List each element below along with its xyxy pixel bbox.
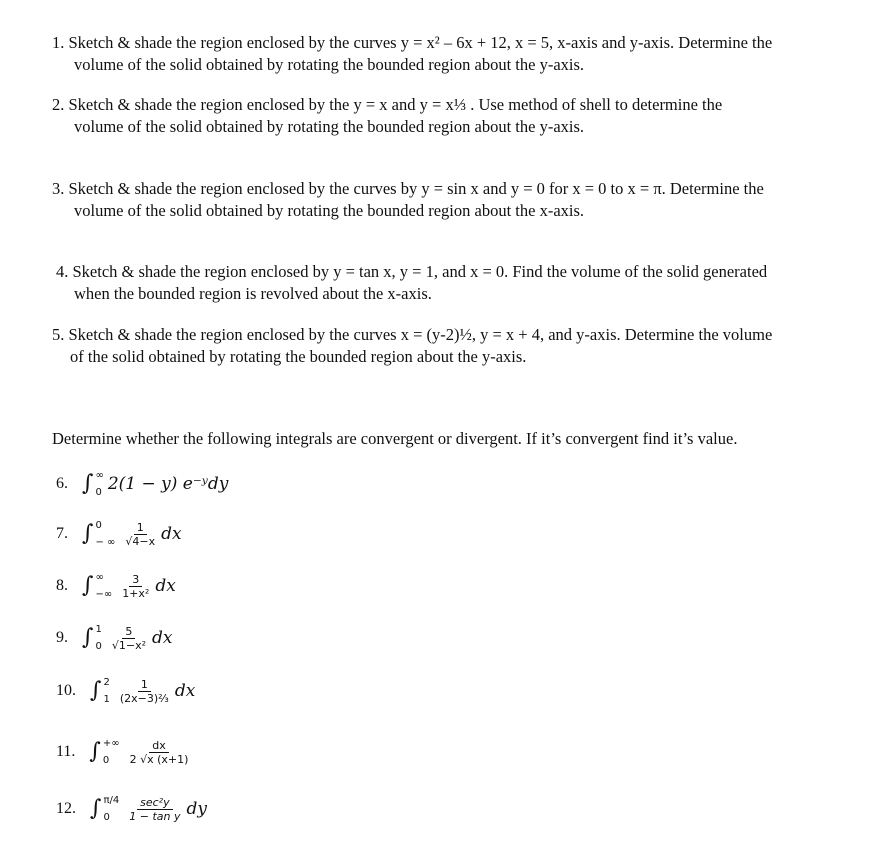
numerator: dx [149, 739, 169, 753]
question-number: 2. [52, 95, 65, 114]
denominator: 2 √x (x+1) [129, 752, 189, 766]
limits [103, 738, 120, 766]
integral-7 [56, 520, 182, 548]
fraction [119, 573, 152, 600]
integral-11 [56, 738, 194, 766]
numerator: sec²y [137, 796, 172, 810]
integral-number: 12. [56, 800, 76, 817]
integral-sign: ∫ [89, 739, 101, 764]
lower-limit: 0 [103, 812, 110, 823]
integral-12 [56, 795, 207, 823]
question-text-cont: volume of the solid obtained by rotating the bounded region about the x-axis. [74, 201, 585, 220]
question-5 [52, 324, 772, 368]
question-text: Sketch & shade the region enclosed by y = tan x, y = 1, and x = 0. Find the volume of the solid generated [72, 262, 768, 281]
question-text: Sketch & shade the region enclosed by the curves x = (y-2)½, y = x + 4, and y-axis. Determine the volume [68, 325, 773, 344]
limits [95, 572, 112, 600]
question-number: 1. [52, 33, 65, 52]
denominator: 1+x² [122, 586, 150, 600]
integral-sign: ∫ [82, 625, 94, 650]
numerator: 5 [122, 625, 135, 639]
question-text-cont: volume of the solid obtained by rotating the bounded region about the y-axis. [74, 117, 585, 136]
question-number: 5. [52, 325, 65, 344]
differential: dx [152, 628, 173, 648]
integral-6 [56, 470, 228, 498]
denominator: (2x−3)⅔ [119, 691, 169, 705]
lower-limit: 0 [102, 755, 110, 766]
numerator: 3 [129, 573, 142, 587]
limits [103, 677, 109, 705]
denominator: 1 − tan y [129, 809, 181, 823]
fraction [126, 796, 183, 823]
denominator: √1−x² [111, 638, 146, 652]
question-text-cont: of the solid obtained by rotating the bounded region about the y-axis. [70, 347, 527, 366]
fraction [127, 739, 192, 766]
limits [95, 624, 101, 652]
numerator: 1 [138, 678, 151, 692]
integrand: 2(1 − y) e⁻ʸdy [107, 474, 229, 494]
question-text: Sketch & shade the region enclosed by the y = x and y = x⅓ . Use method of shell to determine the [68, 95, 723, 114]
integral-number: 9. [56, 629, 68, 646]
integral-sign: ∫ [90, 678, 102, 703]
integral-sign: ∫ [90, 796, 102, 821]
integral-number: 8. [56, 577, 68, 594]
question-text: Sketch & shade the region enclosed by the curves y = x² – 6x + 12, x = 5, x-axis and y-axis. Determine the [68, 33, 773, 52]
question-2 [52, 94, 722, 138]
denominator: √4−x [125, 534, 156, 548]
upper-limit: 1 [95, 624, 102, 635]
question-number: 4. [56, 262, 69, 281]
lower-limit: − ∞ [95, 537, 116, 548]
fraction [109, 625, 149, 652]
differential: dx [161, 524, 182, 544]
upper-limit: ∞ [95, 572, 104, 583]
differential: dx [174, 681, 196, 701]
integral-10 [56, 677, 195, 705]
question-text-cont: volume of the solid obtained by rotating the bounded region about the y-axis. [74, 55, 585, 74]
lower-limit: 0 [95, 641, 102, 652]
integral-number: 11. [56, 743, 76, 760]
lower-limit: 0 [95, 487, 102, 498]
upper-limit: 0 [95, 520, 102, 531]
integral-number: 7. [56, 525, 68, 542]
upper-limit: 2 [103, 677, 110, 688]
integral-sign: ∫ [82, 521, 94, 546]
question-number: 3. [52, 179, 65, 198]
integral-8 [56, 572, 176, 600]
integral-sign: ∫ [82, 471, 94, 496]
fraction [117, 678, 172, 705]
integral-number: 6. [56, 475, 68, 492]
question-1 [52, 32, 772, 76]
limits [95, 520, 115, 548]
instructions: Determine whether the following integrals are convergent or divergent. If it’s convergent find it’s value. [52, 429, 738, 448]
limits [103, 795, 119, 823]
integral-number: 10. [56, 682, 76, 699]
lower-limit: 1 [103, 694, 110, 705]
upper-limit: π/4 [103, 795, 120, 806]
question-3 [52, 178, 764, 222]
upper-limit: +∞ [102, 738, 120, 749]
question-4 [56, 261, 767, 305]
integral-9 [56, 624, 172, 652]
question-text: Sketch & shade the region enclosed by the curves by y = sin x and y = 0 for x = 0 to x = π. Determine the [68, 179, 764, 198]
limits [95, 470, 103, 498]
integral-sign: ∫ [82, 573, 94, 598]
lower-limit: −∞ [95, 589, 113, 600]
question-text-cont: when the bounded region is revolved about the x-axis. [74, 284, 432, 303]
numerator: 1 [134, 521, 147, 535]
differential: dy [186, 799, 207, 819]
fraction [122, 521, 158, 548]
differential: dx [155, 576, 176, 596]
upper-limit: ∞ [95, 470, 104, 481]
